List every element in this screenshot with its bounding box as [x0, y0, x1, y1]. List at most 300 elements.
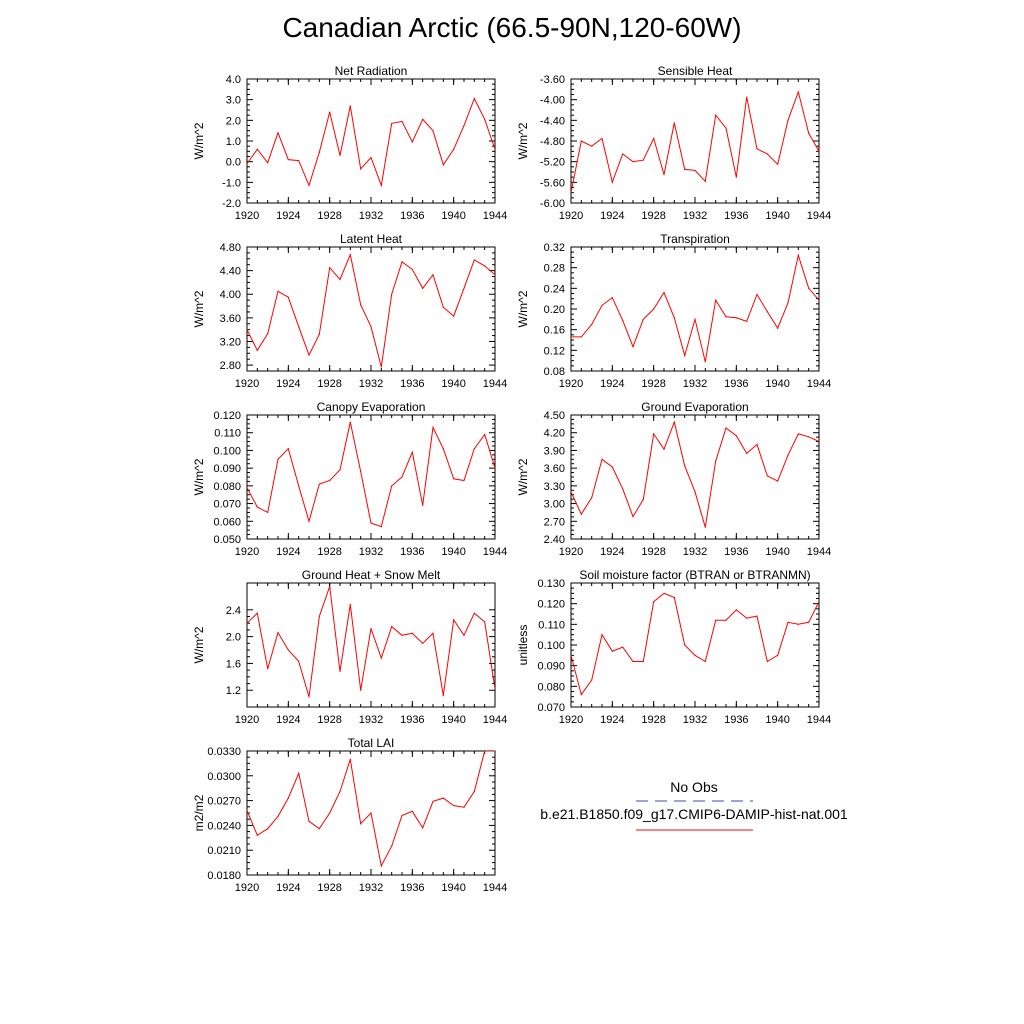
data-point	[391, 626, 392, 627]
data-point	[694, 319, 695, 320]
data-point	[474, 613, 475, 614]
panel-title: Ground Heat + Snow Melt	[301, 568, 441, 582]
y-tick-label: 0.0	[225, 156, 241, 169]
data-point	[422, 643, 423, 644]
data-point	[277, 291, 278, 292]
y-tick-label: 0.060	[213, 516, 241, 529]
y-tick-label: 0.080	[537, 681, 565, 694]
data-point	[453, 805, 454, 806]
x-tick-label: 1920	[234, 546, 260, 558]
data-point	[746, 618, 747, 619]
data-point	[591, 680, 592, 681]
data-point	[381, 657, 382, 658]
x-tick-label: 1940	[765, 714, 790, 726]
x-tick-label: 1924	[600, 210, 625, 222]
x-tick-label: 1932	[682, 378, 708, 390]
data-point	[443, 164, 444, 165]
data-point	[453, 149, 454, 150]
data-point	[443, 448, 444, 449]
data-point	[715, 460, 716, 461]
data-point	[381, 526, 382, 527]
data-point	[601, 305, 602, 306]
x-tick-label: 1944	[482, 714, 508, 726]
y-tick-label: -4.40	[539, 115, 565, 128]
y-tick-label: 1.2	[225, 685, 241, 698]
x-tick-label: 1936	[400, 210, 425, 222]
data-point	[798, 433, 799, 434]
data-point	[443, 307, 444, 308]
data-point	[319, 483, 320, 484]
series-line	[571, 593, 819, 694]
data-point	[581, 514, 582, 515]
data-point	[463, 635, 464, 636]
x-tick-label: 1944	[482, 882, 508, 894]
data-point	[391, 294, 392, 295]
y-tick-label: 0.100	[537, 640, 565, 652]
plot-frame	[247, 247, 495, 371]
data-point	[463, 480, 464, 481]
x-tick-label: 1924	[276, 210, 301, 222]
data-point	[736, 177, 737, 178]
x-tick-label: 1940	[765, 546, 790, 558]
x-tick-label: 1928	[641, 546, 666, 558]
data-point	[298, 160, 299, 161]
data-point	[308, 354, 309, 355]
x-tick-label: 1936	[724, 210, 749, 222]
data-point	[715, 300, 716, 301]
data-point	[360, 168, 361, 169]
panels-group	[192, 64, 831, 894]
y-tick-label: 0.0300	[207, 770, 241, 783]
x-tick-label: 1932	[682, 210, 708, 222]
data-point	[360, 471, 361, 472]
x-tick-label: 1924	[600, 714, 625, 726]
data-point	[329, 480, 330, 481]
x-tick-label: 1932	[358, 546, 384, 558]
data-point	[319, 616, 320, 617]
y-tick-label: 0.0210	[207, 845, 241, 858]
data-point	[767, 153, 768, 154]
data-point	[391, 485, 392, 486]
x-tick-label: 1920	[558, 714, 584, 726]
data-point	[725, 127, 726, 128]
data-point	[308, 521, 309, 522]
x-tick-label: 1928	[317, 882, 342, 894]
y-tick-label: 0.12	[543, 345, 565, 358]
y-tick-label: 0.0240	[207, 820, 241, 833]
series-line	[247, 99, 495, 186]
panel-8	[516, 568, 831, 726]
data-point	[257, 613, 258, 614]
data-point	[736, 435, 737, 436]
x-tick-label: 1928	[641, 714, 666, 726]
panel-1	[192, 64, 507, 222]
x-tick-label: 1928	[641, 210, 666, 222]
data-point	[350, 604, 351, 605]
data-point	[319, 334, 320, 335]
legend	[540, 779, 848, 830]
data-point	[453, 315, 454, 316]
panel-3	[192, 232, 507, 390]
data-point	[632, 161, 633, 162]
data-point	[643, 499, 644, 500]
x-tick-label: 1940	[441, 546, 466, 558]
data-point	[381, 366, 382, 367]
data-point	[298, 326, 299, 327]
y-tick-label: 0.070	[537, 702, 565, 714]
data-point	[412, 141, 413, 142]
data-point	[443, 798, 444, 799]
data-point	[643, 160, 644, 161]
data-point	[787, 622, 788, 623]
data-point	[622, 646, 623, 647]
data-point	[412, 811, 413, 812]
data-point	[756, 148, 757, 149]
x-tick-label: 1944	[806, 546, 832, 558]
x-tick-label: 1944	[806, 378, 832, 390]
data-point	[370, 812, 371, 813]
data-point	[267, 828, 268, 829]
x-tick-label: 1944	[482, 378, 508, 390]
panel-4	[516, 232, 831, 390]
data-point	[674, 122, 675, 123]
data-point	[674, 597, 675, 598]
data-point	[360, 823, 361, 824]
x-tick-label: 1944	[482, 546, 508, 558]
data-point	[350, 105, 351, 106]
data-point	[484, 621, 485, 622]
y-tick-label: 3.00	[543, 498, 565, 511]
data-point	[715, 115, 716, 116]
data-point	[663, 292, 664, 293]
y-tick-label: 2.4	[225, 604, 241, 617]
y-tick-label: 1.6	[225, 658, 241, 671]
y-tick-label: 4.0	[225, 74, 241, 86]
data-point	[756, 615, 757, 616]
data-point	[736, 609, 737, 610]
panel-2	[516, 64, 831, 222]
data-point	[684, 465, 685, 466]
x-tick-label: 1920	[234, 714, 260, 726]
x-tick-label: 1928	[317, 378, 342, 390]
series-line	[571, 255, 819, 361]
data-point	[350, 421, 351, 422]
data-point	[591, 497, 592, 498]
data-point	[463, 288, 464, 289]
x-tick-label: 1932	[358, 882, 384, 894]
data-point	[705, 527, 706, 528]
data-point	[684, 644, 685, 645]
x-tick-label: 1940	[765, 210, 790, 222]
data-point	[412, 633, 413, 634]
x-tick-label: 1936	[724, 378, 749, 390]
data-point	[684, 169, 685, 170]
data-point	[308, 185, 309, 186]
y-tick-label: -6.00	[539, 198, 565, 210]
y-axis-label: W/m^2	[516, 290, 530, 328]
data-point	[339, 791, 340, 792]
y-tick-label: 0.0330	[207, 746, 241, 758]
y-tick-label: -4.00	[539, 94, 565, 107]
panel-title: Canopy Evaporation	[316, 400, 426, 414]
data-point	[422, 505, 423, 506]
data-point	[370, 326, 371, 327]
data-point	[705, 181, 706, 182]
x-tick-label: 1924	[276, 714, 301, 726]
y-tick-label: 0.110	[214, 427, 241, 440]
x-tick-label: 1924	[276, 378, 301, 390]
x-tick-label: 1936	[400, 546, 425, 558]
data-point	[257, 507, 258, 508]
data-point	[581, 694, 582, 695]
panel-title: Ground Evaporation	[641, 400, 749, 414]
data-point	[463, 807, 464, 808]
y-tick-label: 4.40	[219, 265, 241, 278]
data-point	[798, 91, 799, 92]
x-tick-label: 1940	[765, 378, 790, 390]
panel-6	[516, 400, 831, 558]
panel-title: Transpiration	[660, 232, 730, 246]
data-point	[777, 481, 778, 482]
data-point	[474, 448, 475, 449]
data-point	[288, 798, 289, 799]
y-tick-label: 0.050	[213, 534, 241, 546]
data-point	[267, 333, 268, 334]
y-tick-label: 3.60	[543, 463, 565, 476]
y-tick-label: 4.00	[219, 289, 241, 302]
data-point	[632, 516, 633, 517]
data-point	[257, 835, 258, 836]
data-point	[484, 265, 485, 266]
legend-model-label: b.e21.B1850.f09_g17.CMIP6-DAMIP-hist-nat.001	[540, 806, 848, 822]
y-tick-label: -2.0	[222, 198, 241, 210]
data-point	[808, 133, 809, 134]
chart-title: Canadian Arctic (66.5-90N,120-60W)	[282, 12, 742, 43]
y-tick-label: 2.0	[225, 115, 241, 128]
x-tick-label: 1920	[558, 210, 584, 222]
data-point	[257, 350, 258, 351]
data-point	[581, 336, 582, 337]
data-point	[798, 255, 799, 256]
y-axis-label: W/m^2	[192, 290, 206, 328]
data-point	[622, 153, 623, 154]
panel-5	[192, 400, 507, 558]
data-point	[432, 633, 433, 634]
y-tick-label: 4.20	[543, 427, 565, 440]
data-point	[622, 488, 623, 489]
data-point	[674, 421, 675, 422]
data-point	[725, 620, 726, 621]
x-tick-label: 1920	[234, 378, 260, 390]
y-axis-label: W/m^2	[192, 626, 206, 664]
panel-title: Total LAI	[347, 736, 395, 750]
data-point	[705, 361, 706, 362]
data-point	[339, 671, 340, 672]
data-point	[767, 475, 768, 476]
x-tick-label: 1936	[400, 714, 425, 726]
x-tick-label: 1924	[276, 882, 301, 894]
y-tick-label: -3.60	[539, 74, 565, 86]
data-point	[767, 311, 768, 312]
data-point	[601, 138, 602, 139]
data-point	[787, 120, 788, 121]
data-point	[288, 448, 289, 449]
data-point	[298, 661, 299, 662]
data-point	[474, 98, 475, 99]
data-point	[674, 317, 675, 318]
data-point	[653, 601, 654, 602]
data-point	[622, 320, 623, 321]
data-point	[412, 269, 413, 270]
data-point	[643, 319, 644, 320]
data-point	[612, 182, 613, 183]
y-tick-label: 0.20	[543, 304, 565, 316]
data-point	[756, 444, 757, 445]
series-line	[247, 255, 495, 367]
data-point	[432, 130, 433, 131]
data-point	[663, 449, 664, 450]
data-point	[422, 119, 423, 120]
x-tick-label: 1944	[806, 714, 832, 726]
plot-frame	[571, 79, 819, 203]
data-point	[705, 661, 706, 662]
data-point	[694, 491, 695, 492]
series-line	[247, 422, 495, 526]
x-tick-label: 1928	[317, 714, 342, 726]
data-point	[350, 254, 351, 255]
data-point	[277, 632, 278, 633]
y-axis-label: m2/m2	[192, 794, 206, 832]
data-point	[308, 821, 309, 822]
data-point	[808, 436, 809, 437]
panel-title: Soil moisture factor (BTRAN or BTRANMN)	[579, 568, 811, 582]
y-tick-label: -4.80	[539, 136, 565, 148]
x-tick-label: 1924	[276, 546, 301, 558]
data-point	[267, 668, 268, 669]
data-point	[725, 427, 726, 428]
x-tick-label: 1940	[441, 882, 466, 894]
y-tick-label: 0.080	[213, 480, 241, 493]
y-tick-label: 3.60	[219, 312, 241, 325]
series-line	[571, 422, 819, 527]
data-point	[756, 294, 757, 295]
data-point	[391, 845, 392, 846]
data-point	[484, 119, 485, 120]
panel-title: Net Radiation	[334, 64, 408, 78]
y-tick-label: 0.24	[543, 283, 565, 296]
data-point	[777, 655, 778, 656]
x-tick-label: 1932	[682, 714, 708, 726]
data-point	[432, 274, 433, 275]
series-line	[571, 92, 819, 193]
y-axis-label: W/m^2	[516, 458, 530, 496]
data-point	[453, 619, 454, 620]
x-tick-label: 1944	[482, 210, 508, 222]
y-tick-label: 0.120	[537, 598, 565, 611]
y-tick-label: 3.90	[543, 445, 565, 458]
y-tick-label: 0.110	[538, 619, 565, 632]
x-tick-label: 1944	[806, 210, 832, 222]
data-point	[339, 469, 340, 470]
data-point	[463, 125, 464, 126]
data-point	[432, 427, 433, 428]
x-tick-label: 1940	[441, 210, 466, 222]
data-point	[653, 308, 654, 309]
data-point	[663, 593, 664, 594]
y-tick-label: 0.28	[543, 262, 565, 275]
plot-frame	[571, 247, 819, 371]
data-point	[432, 801, 433, 802]
x-tick-label: 1932	[358, 714, 384, 726]
data-point	[484, 434, 485, 435]
data-point	[319, 828, 320, 829]
y-tick-label: 0.16	[543, 324, 565, 337]
data-point	[601, 459, 602, 460]
y-tick-label: 0.090	[537, 660, 565, 673]
data-point	[643, 661, 644, 662]
data-point	[329, 111, 330, 112]
y-tick-label: 0.0270	[207, 795, 241, 808]
data-point	[601, 634, 602, 635]
data-point	[422, 827, 423, 828]
data-point	[370, 157, 371, 158]
data-point	[767, 661, 768, 662]
y-tick-label: 2.70	[543, 516, 565, 529]
x-tick-label: 1920	[234, 882, 260, 894]
x-tick-label: 1920	[234, 210, 260, 222]
panel-7	[192, 568, 507, 726]
y-axis-label: W/m^2	[516, 122, 530, 160]
data-point	[329, 812, 330, 813]
x-tick-label: 1940	[441, 378, 466, 390]
x-tick-label: 1932	[682, 546, 708, 558]
y-tick-label: 0.100	[213, 445, 241, 458]
data-point	[370, 522, 371, 523]
data-point	[401, 121, 402, 122]
data-point	[401, 815, 402, 816]
data-point	[591, 146, 592, 147]
x-tick-label: 1928	[317, 210, 342, 222]
y-tick-label: -5.20	[539, 156, 565, 169]
x-tick-label: 1932	[358, 210, 384, 222]
data-point	[787, 455, 788, 456]
data-point	[422, 288, 423, 289]
data-point	[277, 816, 278, 817]
data-point	[381, 865, 382, 866]
y-tick-label: 3.30	[543, 480, 565, 493]
data-point	[694, 655, 695, 656]
data-point	[591, 324, 592, 325]
series-line	[247, 751, 495, 866]
data-point	[370, 628, 371, 629]
y-tick-label: 2.80	[219, 360, 241, 373]
y-tick-label: 0.32	[543, 242, 565, 254]
data-point	[277, 459, 278, 460]
y-tick-label: 2.0	[225, 631, 241, 644]
data-point	[612, 297, 613, 298]
data-point	[339, 279, 340, 280]
x-tick-label: 1936	[724, 546, 749, 558]
y-tick-label: 0.090	[213, 463, 241, 476]
x-tick-label: 1924	[600, 378, 625, 390]
y-tick-label: 1.0	[225, 136, 241, 148]
plot-frame	[571, 415, 819, 539]
plot-frame	[247, 583, 495, 707]
data-point	[288, 159, 289, 160]
data-point	[653, 138, 654, 139]
data-point	[412, 452, 413, 453]
y-tick-label: 0.120	[213, 410, 241, 422]
